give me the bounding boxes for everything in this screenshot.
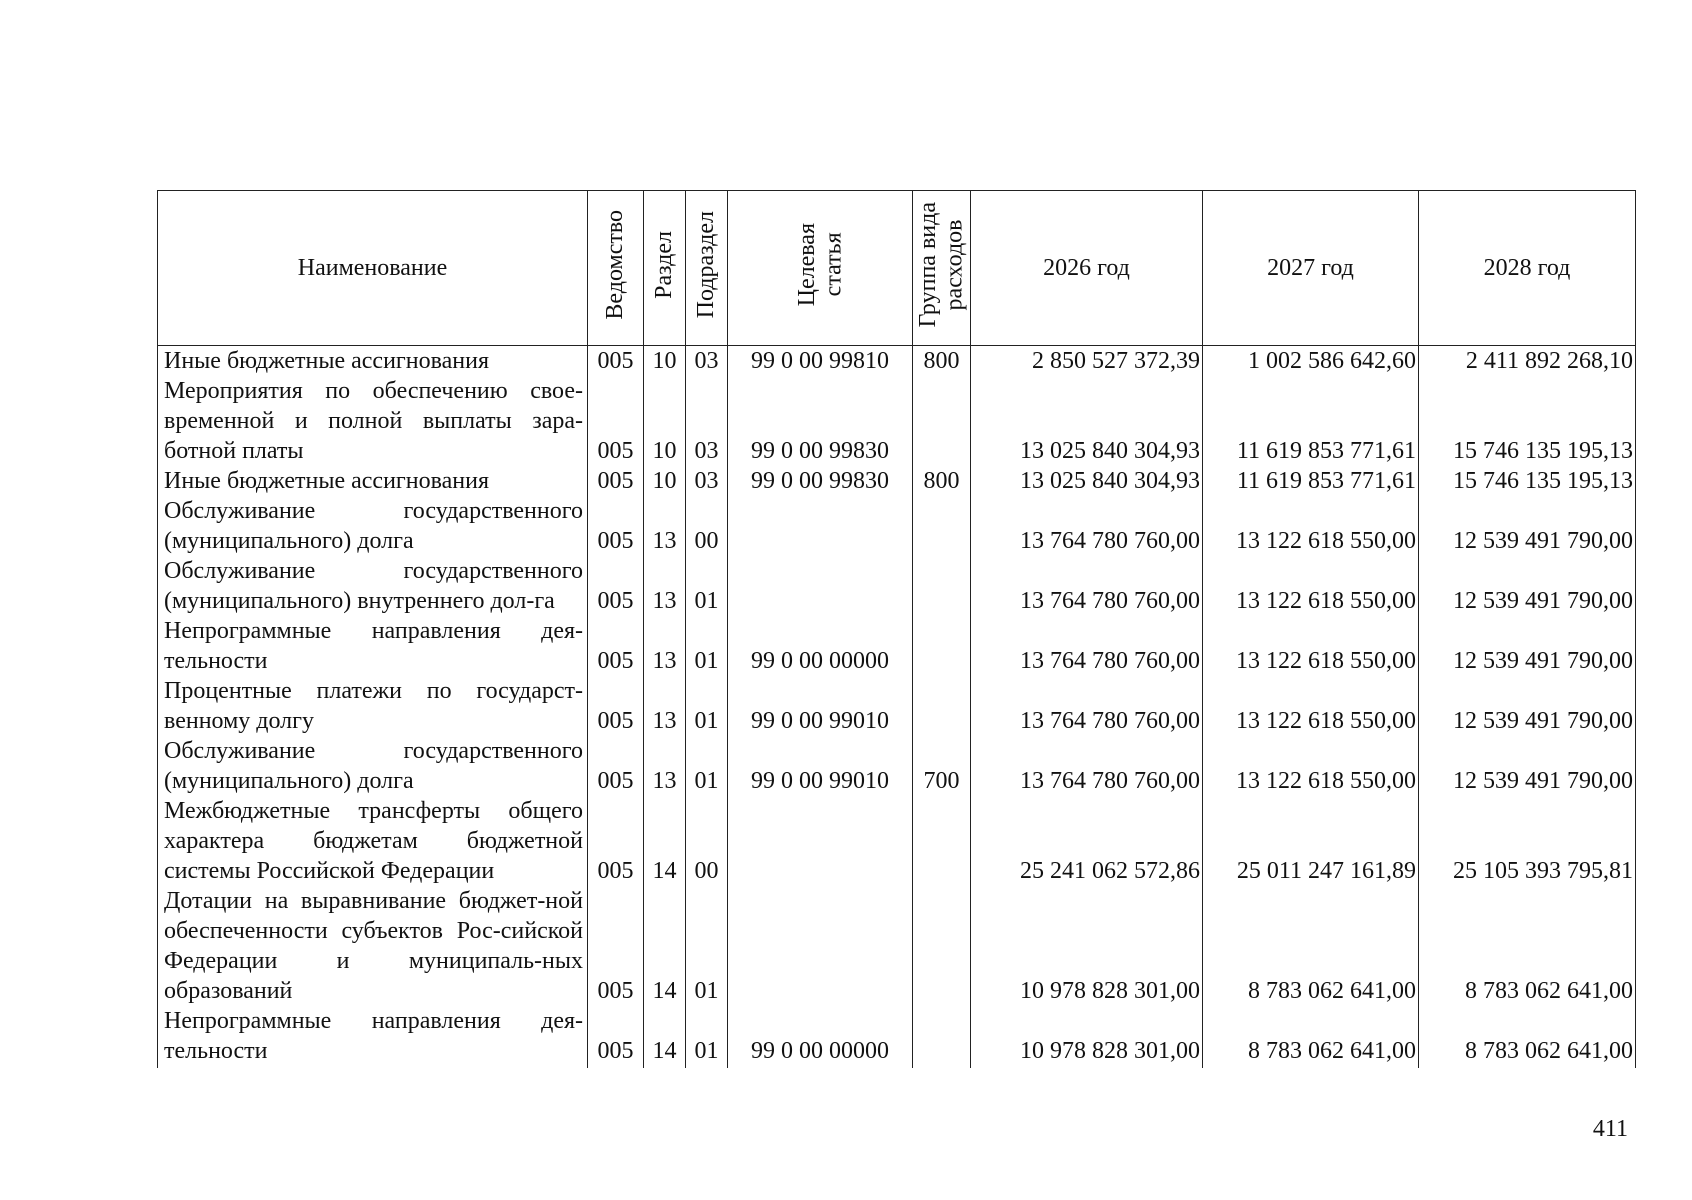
budget-table (157, 190, 1636, 1068)
header-year-2027: 2027 год (1203, 191, 1419, 346)
header-podrazdel: Подраздел (686, 191, 728, 346)
cell-podrazdel: 01 (686, 1006, 728, 1068)
cell-name: Мероприятия по обеспечению свое-временной и полной выплаты зара-ботной платы (158, 376, 588, 466)
cell-gruppa-vida: 800 (913, 346, 971, 377)
header-name: Наименование (158, 191, 588, 346)
cell-vedomstvo: 005 (588, 466, 644, 496)
cell-vedomstvo: 005 (588, 616, 644, 676)
cell-amount-2028: 12 539 491 790,00 (1419, 556, 1636, 616)
cell-podrazdel: 01 (686, 556, 728, 616)
cell-gruppa-vida (913, 886, 971, 1006)
cell-amount-2028: 12 539 491 790,00 (1419, 496, 1636, 556)
cell-amount-2026: 10 978 828 301,00 (971, 886, 1203, 1006)
cell-amount-2026: 2 850 527 372,39 (971, 346, 1203, 377)
cell-gruppa-vida (913, 556, 971, 616)
cell-razdel: 10 (644, 346, 686, 377)
cell-razdel: 13 (644, 556, 686, 616)
header-gruppa-vida-rashodov (913, 191, 971, 346)
cell-amount-2028: 15 746 135 195,13 (1419, 466, 1636, 496)
table-row (158, 886, 1636, 1006)
header-gruppa-line1: Группа вида (915, 201, 942, 328)
table-row (158, 736, 1636, 796)
header-year-2028: 2028 год (1419, 191, 1636, 346)
cell-name: Иные бюджетные ассигнования (158, 346, 588, 377)
cell-celevaya-statya: 99 0 00 99010 (728, 676, 913, 736)
cell-celevaya-statya: 99 0 00 00000 (728, 616, 913, 676)
cell-razdel: 13 (644, 736, 686, 796)
header-celevaya-statya (728, 191, 913, 346)
cell-amount-2027: 13 122 618 550,00 (1203, 496, 1419, 556)
cell-amount-2028: 8 783 062 641,00 (1419, 886, 1636, 1006)
cell-vedomstvo: 005 (588, 796, 644, 886)
cell-razdel: 10 (644, 466, 686, 496)
cell-amount-2028: 2 411 892 268,10 (1419, 346, 1636, 377)
cell-amount-2027: 11 619 853 771,61 (1203, 376, 1419, 466)
cell-name: Обслуживание государственного (муниципального) долга (158, 496, 588, 556)
cell-amount-2026: 10 978 828 301,00 (971, 1006, 1203, 1068)
cell-amount-2026: 13 764 780 760,00 (971, 736, 1203, 796)
cell-vedomstvo: 005 (588, 346, 644, 377)
cell-podrazdel: 01 (686, 886, 728, 1006)
cell-amount-2027: 13 122 618 550,00 (1203, 676, 1419, 736)
cell-gruppa-vida (913, 616, 971, 676)
cell-amount-2027: 1 002 586 642,60 (1203, 346, 1419, 377)
cell-razdel: 13 (644, 496, 686, 556)
cell-vedomstvo: 005 (588, 376, 644, 466)
cell-name: Непрограммные направления дея-тельности (158, 1006, 588, 1068)
cell-celevaya-statya (728, 796, 913, 886)
cell-celevaya-statya: 99 0 00 99810 (728, 346, 913, 377)
cell-celevaya-statya: 99 0 00 99830 (728, 466, 913, 496)
cell-name: Непрограммные направления дея-тельности (158, 616, 588, 676)
cell-name: Обслуживание государственного (муниципального) внутреннего дол-га (158, 556, 588, 616)
cell-amount-2028: 12 539 491 790,00 (1419, 616, 1636, 676)
cell-vedomstvo: 005 (588, 556, 644, 616)
cell-razdel: 13 (644, 616, 686, 676)
cell-amount-2028: 15 746 135 195,13 (1419, 376, 1636, 466)
cell-gruppa-vida (913, 496, 971, 556)
table-row (158, 796, 1636, 886)
cell-gruppa-vida (913, 376, 971, 466)
cell-celevaya-statya: 99 0 00 99830 (728, 376, 913, 466)
cell-amount-2027: 8 783 062 641,00 (1203, 1006, 1419, 1068)
table-row (158, 676, 1636, 736)
table-row (158, 556, 1636, 616)
header-year-2026: 2026 год (971, 191, 1203, 346)
cell-vedomstvo: 005 (588, 736, 644, 796)
cell-gruppa-vida (913, 796, 971, 886)
cell-podrazdel: 00 (686, 796, 728, 886)
table-header-row (158, 191, 1636, 346)
cell-gruppa-vida (913, 1006, 971, 1068)
cell-amount-2026: 13 764 780 760,00 (971, 496, 1203, 556)
cell-amount-2026: 13 025 840 304,93 (971, 466, 1203, 496)
cell-amount-2027: 25 011 247 161,89 (1203, 796, 1419, 886)
cell-amount-2027: 13 122 618 550,00 (1203, 736, 1419, 796)
page-number: 411 (1592, 1116, 1628, 1142)
cell-name: Дотации на выравнивание бюджет-ной обеспеченности субъектов Рос-сийской Федерации и муниципаль-ных образований (158, 886, 588, 1006)
cell-celevaya-statya: 99 0 00 99010 (728, 736, 913, 796)
cell-amount-2028: 12 539 491 790,00 (1419, 676, 1636, 736)
cell-vedomstvo: 005 (588, 676, 644, 736)
table-row (158, 466, 1636, 496)
cell-podrazdel: 03 (686, 376, 728, 466)
cell-amount-2026: 13 764 780 760,00 (971, 616, 1203, 676)
cell-celevaya-statya (728, 496, 913, 556)
cell-razdel: 14 (644, 796, 686, 886)
cell-name: Процентные платежи по государст-венному долгу (158, 676, 588, 736)
table-row (158, 1006, 1636, 1068)
cell-gruppa-vida (913, 676, 971, 736)
cell-podrazdel: 03 (686, 466, 728, 496)
cell-razdel: 14 (644, 886, 686, 1006)
cell-razdel: 14 (644, 1006, 686, 1068)
header-gruppa-line2: расходов (941, 219, 968, 310)
cell-podrazdel: 03 (686, 346, 728, 377)
cell-name: Обслуживание государственного (муниципального) долга (158, 736, 588, 796)
cell-podrazdel: 01 (686, 616, 728, 676)
cell-celevaya-statya (728, 886, 913, 1006)
header-razdel: Раздел (644, 191, 686, 346)
cell-podrazdel: 01 (686, 676, 728, 736)
cell-amount-2027: 13 122 618 550,00 (1203, 616, 1419, 676)
cell-amount-2026: 13 025 840 304,93 (971, 376, 1203, 466)
table-row (158, 496, 1636, 556)
cell-amount-2027: 11 619 853 771,61 (1203, 466, 1419, 496)
cell-amount-2028: 8 783 062 641,00 (1419, 1006, 1636, 1068)
cell-vedomstvo: 005 (588, 496, 644, 556)
cell-celevaya-statya: 99 0 00 00000 (728, 1006, 913, 1068)
cell-razdel: 10 (644, 376, 686, 466)
cell-gruppa-vida: 700 (913, 736, 971, 796)
header-celevaya-line2: статья (820, 232, 846, 297)
header-vedomstvo: Ведомство (588, 191, 644, 346)
cell-podrazdel: 01 (686, 736, 728, 796)
cell-amount-2026: 13 764 780 760,00 (971, 676, 1203, 736)
cell-amount-2028: 25 105 393 795,81 (1419, 796, 1636, 886)
header-celevaya-line1: Целевая (793, 222, 820, 307)
table-row (158, 616, 1636, 676)
cell-amount-2028: 12 539 491 790,00 (1419, 736, 1636, 796)
cell-name: Межбюджетные трансферты общего характера бюджетам бюджетной системы Российской Федерации (158, 796, 588, 886)
cell-gruppa-vida: 800 (913, 466, 971, 496)
cell-amount-2026: 25 241 062 572,86 (971, 796, 1203, 886)
table-row (158, 376, 1636, 466)
cell-podrazdel: 00 (686, 496, 728, 556)
cell-amount-2026: 13 764 780 760,00 (971, 556, 1203, 616)
cell-vedomstvo: 005 (588, 886, 644, 1006)
cell-vedomstvo: 005 (588, 1006, 644, 1068)
cell-razdel: 13 (644, 676, 686, 736)
table-row (158, 346, 1636, 377)
cell-amount-2027: 13 122 618 550,00 (1203, 556, 1419, 616)
table-body (158, 346, 1636, 1069)
cell-amount-2027: 8 783 062 641,00 (1203, 886, 1419, 1006)
cell-celevaya-statya (728, 556, 913, 616)
cell-name: Иные бюджетные ассигнования (158, 466, 588, 496)
